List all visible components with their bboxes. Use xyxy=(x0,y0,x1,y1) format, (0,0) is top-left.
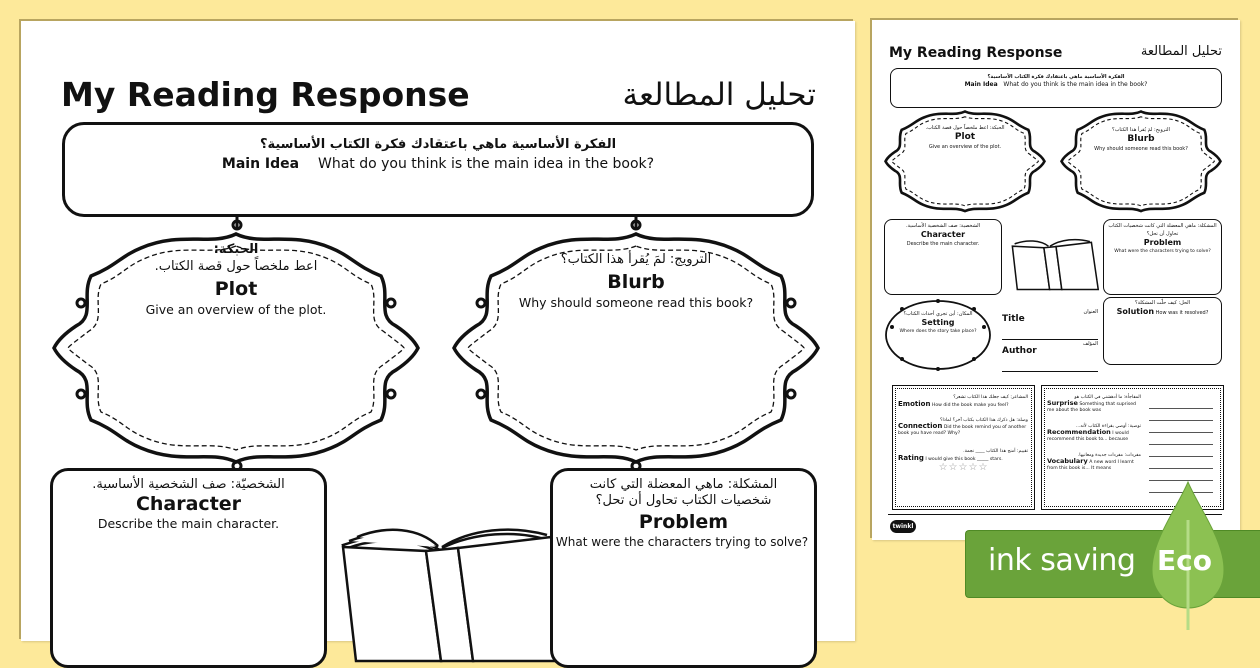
thumb-author-field xyxy=(1002,338,1098,372)
thumb-emotion-label: Emotion xyxy=(898,400,931,408)
thumb-rating-stars-icon: ☆☆☆☆☆ xyxy=(938,462,989,473)
thumb-main-idea-label: Main Idea xyxy=(964,81,998,88)
thumb-emotion-arabic: المشاعر: كيف جعلك هذا الكتاب تشعر؟ xyxy=(953,395,1028,400)
plot-section[interactable] xyxy=(116,242,356,317)
problem-arabic-line1: المشكلة: ماهي المعضلة التي كانت xyxy=(589,477,778,492)
problem-prompt: What were the characters trying to solve? xyxy=(555,535,809,549)
plot-prompt: Give an overview of the plot. xyxy=(145,302,327,317)
thumb-recommendation-arabic: توصية: أوصي بقراءة الكتاب لأنه... xyxy=(1075,424,1141,429)
thumb-setting-prompt: Where does the story take place? xyxy=(899,329,977,334)
thumb-connection-prompt: Did the book remind you of another book you have read? Why? xyxy=(898,425,1027,436)
eco-badge-label: Eco xyxy=(1157,544,1212,577)
plot-arabic-prompt: اعط ملخصاً حول قصة الكتاب. xyxy=(154,259,318,274)
thumb-solution-label: Solution xyxy=(1116,307,1155,316)
thumb-main-idea xyxy=(890,68,1222,108)
thumb-character-arabic: الشخصية: صف الشخصية الأساسية. xyxy=(905,223,981,229)
problem-box[interactable] xyxy=(550,468,817,668)
thumb-setting-arabic: المكان: أين تجري أحداث الكتاب؟ xyxy=(903,311,973,317)
thumb-problem xyxy=(1103,219,1222,295)
thumb-plot-prompt: Give an overview of the plot. xyxy=(928,144,1002,150)
main-idea-label: Main Idea xyxy=(221,156,300,172)
thumb-vocabulary-prompt: A new word I learnt from this book is... It means xyxy=(1047,460,1134,471)
thumb-author-arabic: المؤلف xyxy=(1082,341,1098,347)
thumb-connection-arabic: وصلة: هل ذكرك هذا الكتاب بكتاب آخر؟ لماذا؟ xyxy=(940,418,1028,423)
thumb-title-label: Title xyxy=(1002,314,1025,324)
plot-arabic-label: الحبكة: xyxy=(213,242,259,257)
thumb-main-idea-arabic: الفكرة الأساسية ماهي باعتقادك فكرة الكتاب الأساسية؟ xyxy=(987,74,1125,80)
thumb-rating-arabic: تقييم: أمنح هذا الكتاب ____ نجمة. xyxy=(963,449,1028,454)
character-arabic: الشخصيّة: صف الشخصية الأساسية. xyxy=(92,477,285,492)
thumb-setting-label: Setting xyxy=(921,318,955,327)
worksheet-thumbnail[interactable] xyxy=(872,20,1240,540)
problem-arabic-line2: شخصيات الكتاب تحاول أن تحل؟ xyxy=(595,493,772,508)
thumb-reflection-box xyxy=(895,388,1032,507)
page-title-english: My Reading Response xyxy=(61,75,470,114)
blurb-prompt: Why should someone read this book? xyxy=(518,295,754,310)
thumb-title-arabic: تحليل المطالعة xyxy=(1140,44,1222,59)
twinkl-logo: twinkl xyxy=(890,520,916,533)
thumb-surprise-label: Surprise xyxy=(1047,399,1078,407)
thumb-problem-prompt: What were the characters trying to solve? xyxy=(1114,249,1211,254)
thumb-setting-frame-icon xyxy=(882,297,994,377)
blurb-section[interactable] xyxy=(501,251,771,310)
main-idea-prompt: What do you think is the main idea in the book? xyxy=(318,156,655,172)
thumb-emotion-prompt: How did the book make you feel? xyxy=(931,403,1009,408)
thumb-blurb-frame-icon xyxy=(1060,108,1222,215)
thumb-plot xyxy=(912,124,1018,151)
thumb-author-label: Author xyxy=(1002,346,1037,356)
thumb-plot-label: Plot xyxy=(954,132,976,142)
thumb-rating-label: Rating xyxy=(898,454,924,462)
thumb-title-field xyxy=(1002,306,1098,340)
character-prompt: Describe the main character. xyxy=(97,516,280,531)
thumb-blurb-arabic: الترويج: لمَ يُقرأ هذا الكتاب؟ xyxy=(1112,127,1170,133)
thumb-main-idea-prompt: What do you think is the main idea in the book? xyxy=(1003,81,1148,88)
thumb-vocabulary-label: Vocabulary xyxy=(1047,457,1088,465)
blurb-arabic: الترويج: لمَ يُقرأ هذا الكتاب؟ xyxy=(560,252,712,267)
main-idea-arabic: الفكرة الأساسية ماهي باعتقادك فكرة الكتاب الأساسية؟ xyxy=(259,137,617,152)
thumb-character xyxy=(884,219,1002,295)
blurb-label: Blurb xyxy=(607,271,665,293)
thumb-surprise-prompt: Something that suprised me about the book was xyxy=(1047,402,1136,413)
thumb-setting xyxy=(890,310,986,336)
thumb-recommendation-prompt: I would recommend this book to... because xyxy=(1047,431,1129,442)
thumb-vocabulary-arabic: مفردات: مفردات جديدة ومعانيها. xyxy=(1077,453,1141,458)
problem-label: Problem xyxy=(638,511,729,533)
character-label: Character xyxy=(135,493,242,515)
thumb-solution-arabic: الحل: كيف حلّت المشكلة؟ xyxy=(1134,300,1191,306)
thumb-title-english: My Reading Response xyxy=(889,45,1063,61)
thumb-surprise-arabic: المفاجأة: ما أدهشني في الكتاب هو xyxy=(1074,395,1141,400)
thumb-character-prompt: Describe the main character. xyxy=(906,241,980,247)
thumb-open-book-icon xyxy=(1004,230,1099,292)
worksheet-page xyxy=(21,21,855,641)
thumb-plot-arabic: الحبكة: اعط ملخصاً حول قصة الكتاب. xyxy=(925,125,1005,131)
thumb-connection-label: Connection xyxy=(898,422,943,430)
plot-label: Plot xyxy=(214,278,258,300)
thumb-blurb-label: Blurb xyxy=(1127,134,1155,144)
thumb-recommendation-label: Recommendation xyxy=(1047,428,1111,436)
thumb-solution-prompt: How was it resolved? xyxy=(1155,310,1209,316)
thumb-title-arabic: العنوان xyxy=(1083,309,1098,315)
thumb-solution xyxy=(1103,297,1222,365)
thumb-problem-label: Problem xyxy=(1143,238,1182,247)
thumb-rating-prompt: I would give this book _____ stars. xyxy=(925,457,1003,462)
thumb-blurb-prompt: Why should someone read this book? xyxy=(1094,146,1188,152)
thumb-blurb xyxy=(1077,126,1205,153)
page-title-arabic: تحليل المطالعة xyxy=(622,77,816,113)
ink-saving-label: ink saving xyxy=(988,543,1136,578)
open-book-icon xyxy=(321,511,571,661)
thumb-problem-arabic: المشكلة: ماهي المعضلة التي كانت شخصيات الكتاب تحاول أن تحل؟ xyxy=(1108,223,1217,237)
character-box[interactable] xyxy=(50,468,327,668)
thumb-character-label: Character xyxy=(920,230,966,239)
